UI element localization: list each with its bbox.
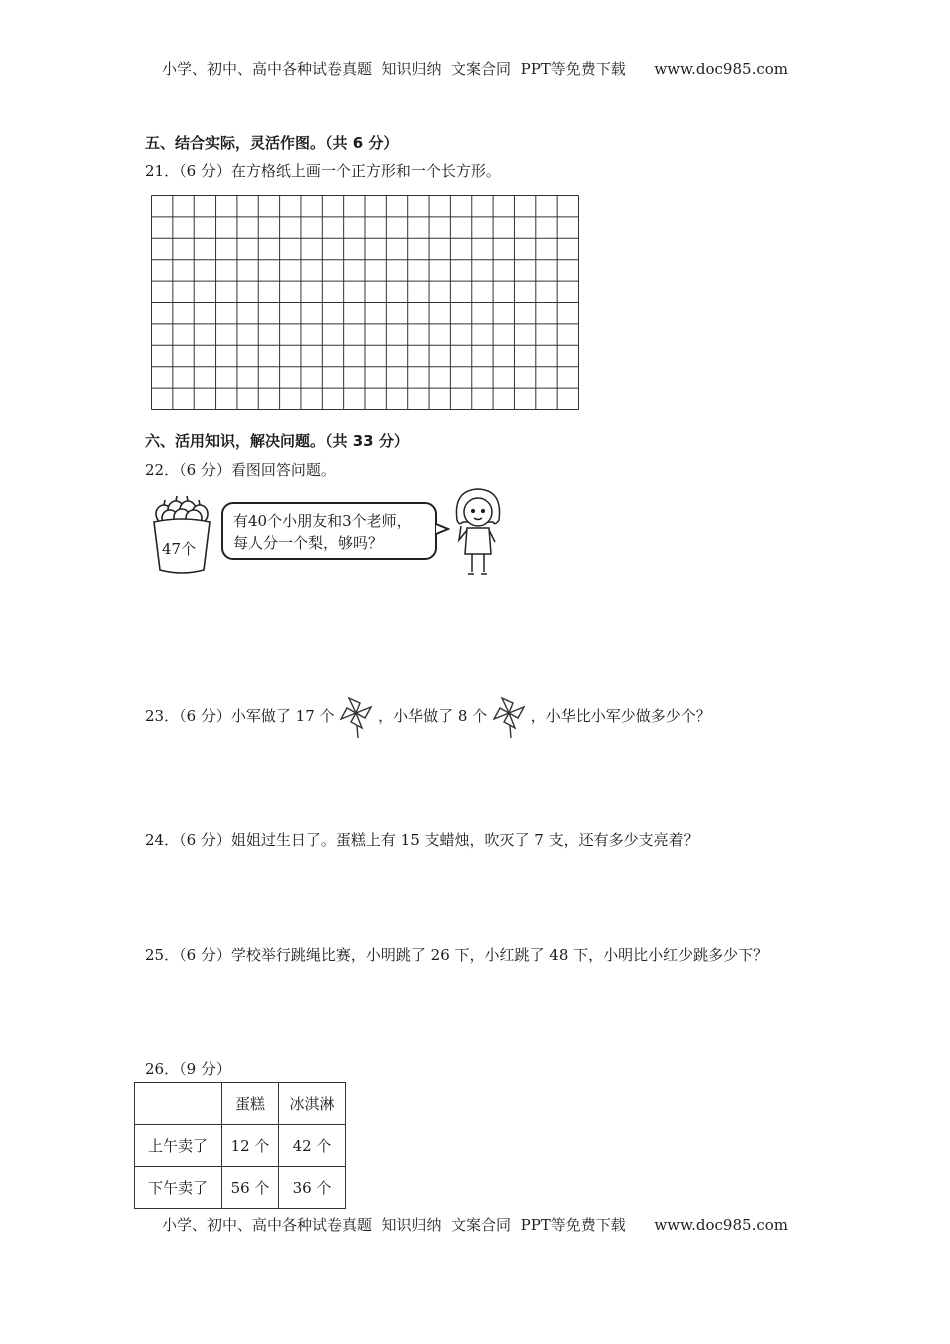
table-header-cell: 冰淇淋 [279,1083,346,1125]
q23-part-3: ，小华比小军少做多少个？ [530,707,711,725]
table-header-row [135,1083,346,1125]
speech-bubble [221,502,437,560]
bucket-label: 47个 [162,540,197,558]
question-22: 22．（6 分）看图回答问题。 [145,461,336,479]
question-26: 26．（9 分） [145,1060,231,1078]
pinwheel-icon [339,695,373,739]
section-5-title: 五、结合实际，灵活作图。（共 6 分） [145,134,399,152]
square-grid-paper [151,195,579,410]
table-cell: 36 个 [279,1167,346,1209]
question-21: 21．（6 分）在方格纸上画一个正方形和一个长方形。 [145,162,501,180]
question-24: 24．（6 分）姐姐过生日了。蛋糕上有 15 支蜡烛，吹灭了 7 支，还有多少支亮着？ [145,831,699,849]
table-cell: 56 个 [222,1167,279,1209]
page-footer: 小学、初中、高中各种试卷真题 知识归纳 文案合同 PPT等免费下载 www.doc985.com [161,1216,788,1234]
bubble-line-1: 有40个小朋友和3个老师， [233,512,412,530]
girl-illustration-icon [447,486,509,582]
page-header: 小学、初中、高中各种试卷真题 知识归纳 文案合同 PPT等免费下载 www.doc985.com [161,60,788,78]
table-header-cell: 蛋糕 [222,1083,279,1125]
pear-bucket-icon [150,492,214,576]
section-6-title: 六、活用知识，解决问题。（共 33 分） [145,432,409,450]
question-25: 25．（6 分）学校举行跳绳比赛，小明跳了 26 下，小红跳了 48 下，小明比小红少跳多少下？ [145,946,769,964]
table-cell: 42 个 [279,1125,346,1167]
table-cell: 上午卖了 [135,1125,222,1167]
table-row [135,1167,346,1209]
table-header-cell [135,1083,222,1125]
bubble-line-2: 每人分一个梨，够吗？ [233,534,384,552]
q23-part-1: 23．（6 分）小军做了 17 个 [145,707,335,725]
pinwheel-icon [492,695,526,739]
table-cell: 12 个 [222,1125,279,1167]
sales-table [134,1082,346,1209]
table-cell: 下午卖了 [135,1167,222,1209]
q23-part-2: ，小华做了 8 个 [378,707,488,725]
question-23 [145,695,711,739]
table-row [135,1125,346,1167]
